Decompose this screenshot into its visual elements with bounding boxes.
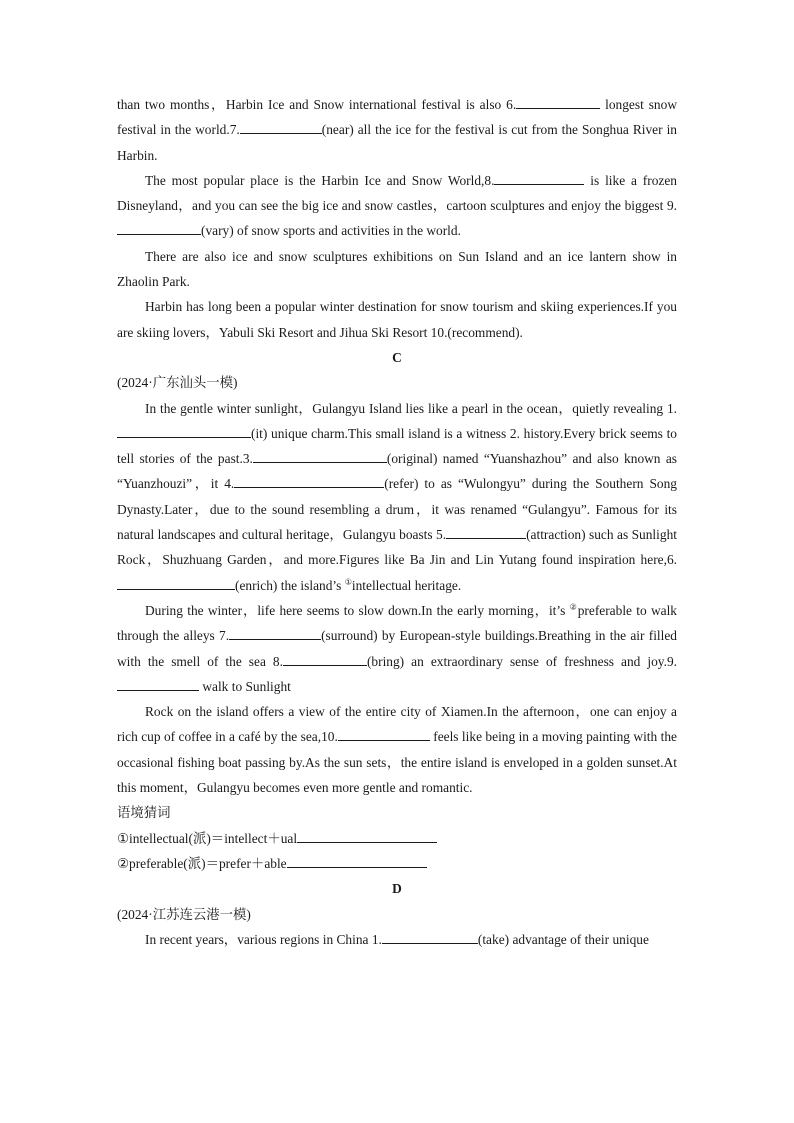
paragraph-hC [117,345,677,370]
paragraph-sC [117,370,677,395]
paragraph-v2 [117,851,677,876]
answer-blank[interactable] [516,96,600,109]
text-segment: (2024·江苏连云港一模) [117,906,251,922]
paragraph-p8 [117,927,677,952]
text-segment: (surround) by European-style buildings.Breathing in the air filled with the smell of the sea 8. [117,628,678,669]
paragraph-p3 [117,244,677,295]
text-segment: is like a frozen Disneyland，and you can see the big ice and snow castles，cartoon sculptures and enjoy the biggest 9. [117,172,677,214]
text-segment: (bring) an extraordinary sense of freshness and joy.9. [366,653,677,669]
text-segment: (attraction) such as Sunlight Rock，Shuzhuang Garden，and more.Figures like Ba Jin and Lin Yutang found inspiration here,6. [117,527,677,568]
text-segment: Harbin has long been a popular winter destination for snow tourism and skiing experiences.If you are skiing lovers，Yabuli Ski Resort and Jihua Ski Resort 10. [117,299,677,340]
answer-blank[interactable] [117,678,199,691]
text-segment: feels like being in a moving painting with the occasional fishing boat passing by.As the sun sets，the entire island is enveloped in a golden sunset.At this moment，Gulangyu becomes even more gentle and romantic. [117,729,677,796]
text-segment: (take) advantage of their unique [477,931,649,947]
paragraph-sD [117,902,677,927]
text-segment: The most popular place is the Harbin Ice and Snow World,8. [145,172,495,188]
footnote-marker: ① [344,577,352,587]
text-segment: In recent years，various regions in China 1. [145,931,382,947]
text-segment: (vary) of snow sports and activities in the world. [201,223,461,239]
paragraph-p5 [117,396,677,598]
text-segment: Rock on the island offers a view of the entire city of Xiamen.In the afternoon，one can enjoy a rich cup of coffee in a café by the sea,10. [117,704,677,745]
answer-blank[interactable] [382,931,478,944]
paragraph-p7 [117,699,677,800]
answer-blank[interactable] [240,121,322,134]
paragraph-p1 [117,92,677,168]
text-segment: than two months，Harbin Ice and Snow international festival is also 6. [117,97,517,112]
answer-blank[interactable] [229,627,321,640]
text-segment: longest snow festival in the world.7. [117,97,677,138]
answer-blank[interactable] [446,526,526,539]
paragraph-p2 [117,168,677,244]
paragraph-v1 [117,826,677,851]
text-segment: In the gentle winter sunlight，Gulangyu Island lies like a pearl in the ocean，quietly revealing 1. [145,400,677,416]
text-segment: (original) named “Yuanshazhou” and also known as “Yuanzhouzi”，it 4. [117,451,677,492]
text-segment: ②preferable(派)＝prefer＋able [117,855,287,871]
text-segment: preferable to walk through the alleys 7. [117,602,677,644]
answer-blank[interactable] [253,450,387,463]
footnote-marker: ② [569,602,578,612]
answer-blank[interactable] [117,425,251,438]
answer-blank[interactable] [338,728,430,741]
answer-blank[interactable] [117,222,201,235]
paragraph-hD [117,876,677,901]
paragraph-p4 [117,294,677,345]
answer-blank[interactable] [283,653,367,666]
text-segment: (2024·广东汕头一模) [117,375,238,391]
text-segment: (refer) to as “Wulongyu” during the Southern Song Dynasty.Later，due to the sound resembling a drum，it was renamed “Gulangyu”. Famous for its natural landscapes and cultural heritage，Gulangyu boasts 5. [117,476,677,543]
paragraph-p6 [117,598,677,699]
text-segment: (recommend). [447,324,523,340]
exam-page [117,92,677,952]
text-segment: walk to Sunlight [199,678,291,694]
paragraph-vocab [117,800,677,825]
text-segment: intellectual heritage. [351,577,462,593]
text-segment: (enrich) the island’s [235,577,345,593]
text-segment: There are also ice and snow sculptures exhibitions on Sun Island and an ice lantern show in Zhaolin Park. [117,248,677,290]
answer-blank[interactable] [494,172,584,185]
text-segment: (it) unique charm.This small island is a witness 2. history.Every brick seems to tell stories of the past.3. [117,425,677,467]
text-segment: ①intellectual(派)＝intellect＋ual [117,830,298,846]
answer-blank[interactable] [234,475,384,488]
text-segment: During the winter，life here seems to slow down.In the early morning，it’s [145,602,570,618]
text-segment: C [392,349,402,365]
answer-blank[interactable] [297,830,437,843]
answer-blank[interactable] [117,577,235,590]
answer-blank[interactable] [287,855,427,868]
text-segment: (near) all the ice for the festival is cut from the Songhua River in Harbin. [117,122,677,163]
text-segment: 语境猜词 [117,805,171,821]
text-segment: D [392,881,402,897]
